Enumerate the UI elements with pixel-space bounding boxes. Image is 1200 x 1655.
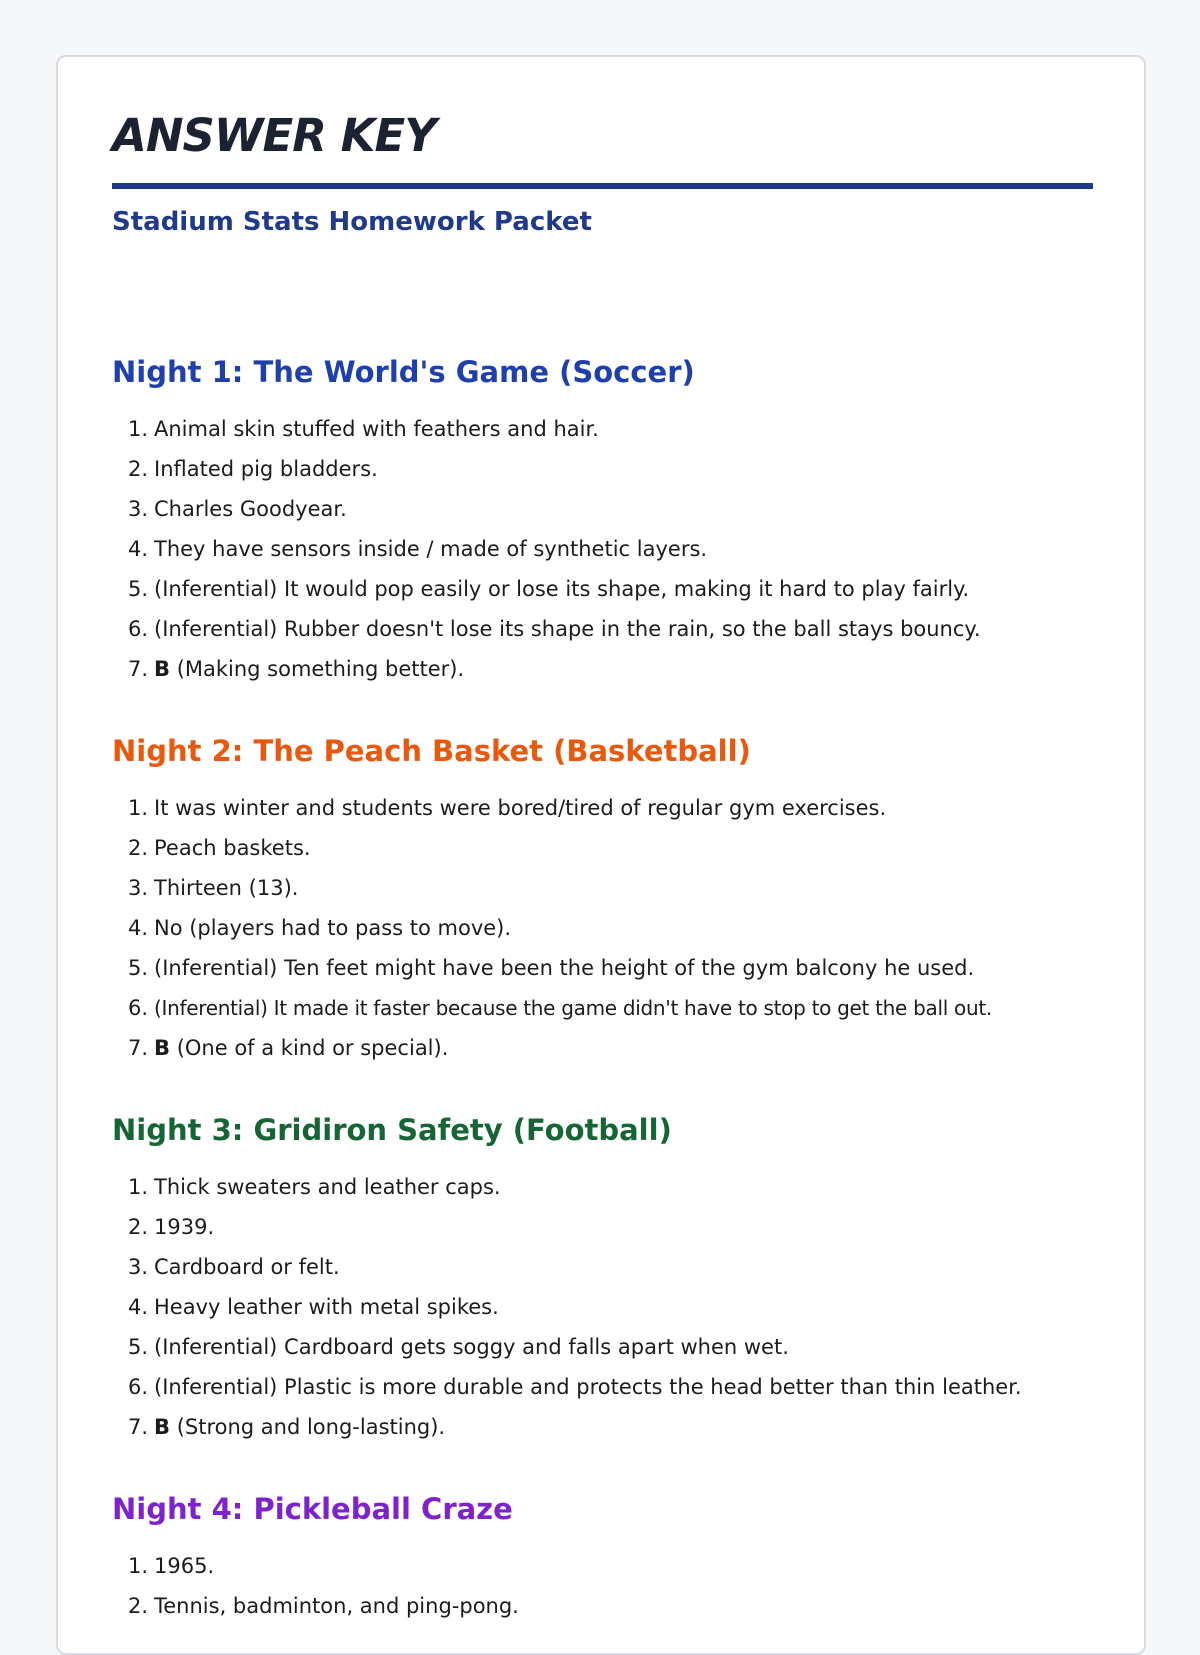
answer-text: (Strong and long-lasting). xyxy=(170,1415,446,1439)
answer-item: 2. 1939. xyxy=(128,1215,215,1239)
answer-text: Cardboard or felt. xyxy=(154,1255,340,1279)
answer-text: Thirteen (13). xyxy=(154,876,299,900)
night-4-answers xyxy=(128,1546,519,1626)
answer-item: 2. Tennis, badminton, and ping-pong. xyxy=(128,1594,519,1618)
answer-item: 3. Charles Goodyear. xyxy=(128,497,347,521)
answer-text: 1965. xyxy=(154,1554,215,1578)
answer-letter: B xyxy=(154,657,171,681)
night-1-heading: Night 1: The World's Game (Soccer) xyxy=(112,355,695,389)
answer-key-card xyxy=(56,55,1146,1655)
answer-text: (Inferential) Plastic is more durable and protects the head better than thin leather. xyxy=(154,1375,1022,1399)
answer-text: (Inferential) Rubber doesn't lose its shape in the rain, so the ball stays bouncy. xyxy=(154,617,981,641)
page-title: ANSWER KEY xyxy=(112,109,436,162)
answer-letter: B xyxy=(154,1036,171,1060)
answer-text: 1939. xyxy=(154,1215,215,1239)
answer-text: Tennis, badminton, and ping-pong. xyxy=(154,1594,519,1618)
packet-subtitle: Stadium Stats Homework Packet xyxy=(112,207,592,237)
answer-item: 1. Animal skin stuffed with feathers and hair. xyxy=(128,417,599,441)
answer-item: 6. (Inferential) Plastic is more durable and protects the head better than thin leather. xyxy=(128,1375,1022,1399)
answer-text: (Inferential) It would pop easily or lose its shape, making it hard to play fairly. xyxy=(154,577,970,601)
answer-item: 4. No (players had to pass to move). xyxy=(128,916,512,940)
night-1-answers xyxy=(128,409,981,689)
answer-item: 7. B (One of a kind or special). xyxy=(128,1036,449,1060)
answer-item: 5. (Inferential) Ten feet might have been the height of the gym balcony he used. xyxy=(128,956,975,980)
answer-text: (Inferential) Cardboard gets soggy and falls apart when wet. xyxy=(154,1335,789,1359)
answer-item: 1. It was winter and students were bored/tired of regular gym exercises. xyxy=(128,796,887,820)
answer-item: 4. They have sensors inside / made of synthetic layers. xyxy=(128,537,708,561)
answer-item: 4. Heavy leather with metal spikes. xyxy=(128,1295,499,1319)
answer-letter: B xyxy=(154,1415,171,1439)
answer-item: 7. B (Strong and long-lasting). xyxy=(128,1415,446,1439)
answer-item: 6. (Inferential) Rubber doesn't lose its shape in the rain, so the ball stays bouncy. xyxy=(128,617,981,641)
answer-item: 5. (Inferential) Cardboard gets soggy and falls apart when wet. xyxy=(128,1335,789,1359)
answer-text: Inflated pig bladders. xyxy=(154,457,378,481)
answer-text: Thick sweaters and leather caps. xyxy=(154,1175,501,1199)
answer-text: (Making something better). xyxy=(170,657,465,681)
answer-text: Charles Goodyear. xyxy=(154,497,347,521)
answer-item: 2. Inflated pig bladders. xyxy=(128,457,378,481)
title-divider xyxy=(112,183,1093,189)
answer-item: 1. Thick sweaters and leather caps. xyxy=(128,1175,501,1199)
answer-text: It was winter and students were bored/tired of regular gym exercises. xyxy=(154,796,887,820)
answer-item: 1. 1965. xyxy=(128,1554,215,1578)
night-3-answers xyxy=(128,1167,1022,1447)
answer-text: (Inferential) Ten feet might have been the height of the gym balcony he used. xyxy=(154,956,975,980)
answer-text: They have sensors inside / made of synthetic layers. xyxy=(154,537,708,561)
answer-item: 6. (Inferential) It made it faster because the game didn't have to stop to get the ball out. xyxy=(128,996,992,1020)
night-3-heading: Night 3: Gridiron Safety (Football) xyxy=(112,1113,672,1147)
answer-item: 5. (Inferential) It would pop easily or lose its shape, making it hard to play fairly. xyxy=(128,577,970,601)
answer-item: 2. Peach baskets. xyxy=(128,836,311,860)
night-4-heading: Night 4: Pickleball Craze xyxy=(112,1492,513,1526)
answer-text: (One of a kind or special). xyxy=(170,1036,449,1060)
answer-item: 7. B (Making something better). xyxy=(128,657,465,681)
answer-text: No (players had to pass to move). xyxy=(154,916,512,940)
answer-text: (Inferential) It made it faster because the game didn't have to stop to get the ball out. xyxy=(154,996,992,1020)
answer-item: 3. Cardboard or felt. xyxy=(128,1255,340,1279)
answer-text: Animal skin stuffed with feathers and hair. xyxy=(154,417,599,441)
answer-item: 3. Thirteen (13). xyxy=(128,876,299,900)
night-2-answers xyxy=(128,788,992,1068)
answer-text: Heavy leather with metal spikes. xyxy=(154,1295,499,1319)
night-2-heading: Night 2: The Peach Basket (Basketball) xyxy=(112,734,751,768)
answer-text: Peach baskets. xyxy=(154,836,311,860)
